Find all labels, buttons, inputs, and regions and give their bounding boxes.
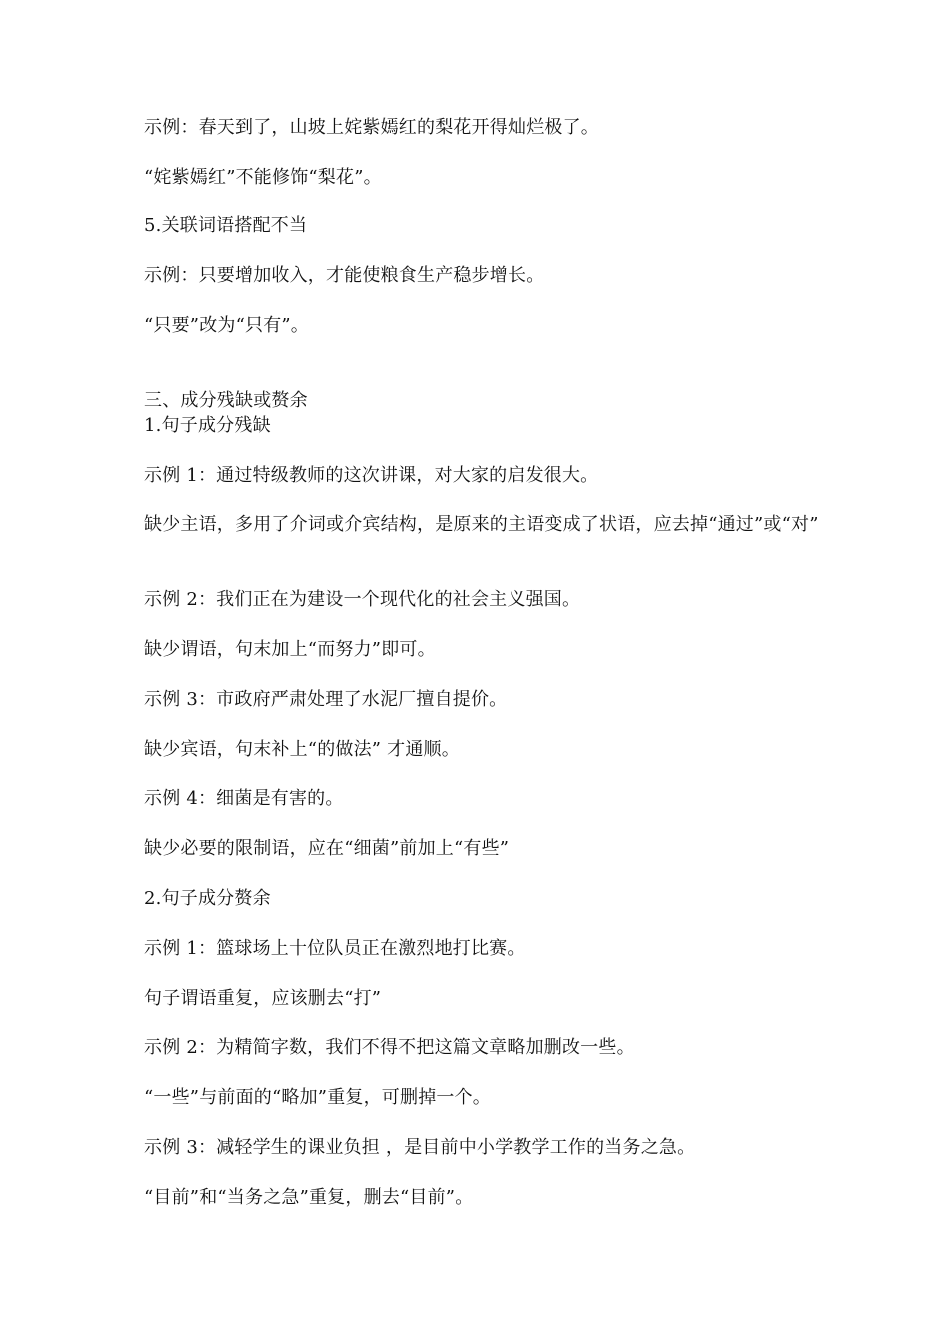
subheading: 1.句子成分残缺 — [144, 415, 271, 436]
explanation-line: 缺少宾语，句末补上“的做法” 才通顺。 — [144, 739, 460, 760]
explanation-line: “一些”与前面的“略加”重复，可删掉一个。 — [144, 1087, 492, 1108]
example-line: 示例：春天到了，山坡上姹紫嫣红的梨花开得灿烂极了。 — [144, 117, 599, 138]
explanation-line: 缺少谓语，句末加上“而努力”即可。 — [144, 639, 436, 660]
example-line: 示例 2：为精简字数，我们不得不把这篇文章略加删改一些。 — [144, 1037, 635, 1058]
example-line: 示例 2：我们正在为建设一个现代化的社会主义强国。 — [144, 589, 581, 610]
example-line: 示例 1：通过特级教师的这次讲课，对大家的启发很大。 — [144, 465, 599, 486]
example-line: 示例 3：减轻学生的课业负担 ，是目前中小学教学工作的当务之急。 — [144, 1137, 696, 1158]
example-line: 示例 1：篮球场上十位队员正在激烈地打比赛。 — [144, 938, 526, 959]
subheading: 5.关联词语搭配不当 — [144, 215, 308, 236]
explanation-line: 缺少必要的限制语，应在“细菌”前加上“有些” — [144, 838, 510, 859]
explanation-line: 缺少主语，多用了介词或介宾结构，是原来的主语变成了状语，应去掉“通过”或“对” — [144, 514, 819, 535]
explanation-line: “目前”和“当务之急”重复，删去“目前”。 — [144, 1187, 474, 1208]
example-line: 示例 3：市政府严肃处理了水泥厂擅自提价。 — [144, 689, 508, 710]
example-line: 示例 4：细菌是有害的。 — [144, 788, 344, 809]
explanation-line: 句子谓语重复，应该删去“打” — [144, 988, 382, 1009]
explanation-line: “姹紫嫣红”不能修饰“梨花”。 — [144, 167, 382, 188]
section-heading: 三、成分残缺或赘余 — [144, 390, 308, 411]
example-line: 示例：只要增加收入，才能使粮食生产稳步增长。 — [144, 265, 545, 286]
subheading: 2.句子成分赘余 — [144, 888, 271, 909]
explanation-line: “只要”改为“只有”。 — [144, 315, 310, 336]
